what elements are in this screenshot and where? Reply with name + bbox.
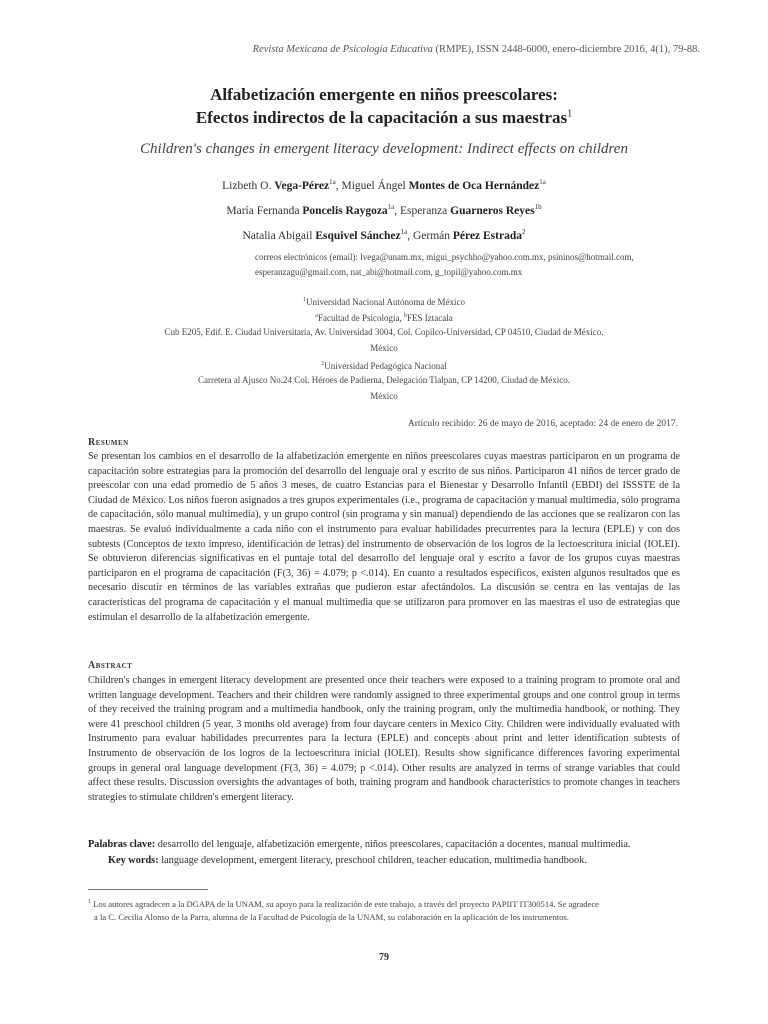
journal-issue: (RMPE), ISSN 2448-6000, enero-diciembre 2016, 4(1), 79-88.	[432, 44, 700, 55]
affiliation-mark: b	[403, 313, 407, 319]
keywords-english-text: language development, emergent literacy, preschool children, teacher education, multimedia handbook.	[158, 855, 587, 866]
author-given-name: Lizbeth O.	[222, 179, 275, 192]
affiliation-mark: a	[315, 313, 318, 319]
author-given-name: María Fernanda	[226, 204, 303, 217]
author-affiliation-mark: 1b	[534, 202, 542, 211]
resumen-text: Se presentan los cambios en el desarrollo de la alfabetización emergente en niños preescolares cuyas maestras participaron en un programa de capacitación sobre estrategias para la promoción del desarrollo del lenguaje oral y escrito de sus niños. Participaron 41 niños de tercer grado de preescolar con una edad promedio de 5 años 3 meses, de cuatro Estancias para el Bienestar y Desarrollo Infantil (EBDI) del ISSSTE de la Ciudad de México. Los niños fueron asignados a tres grupos experimentales (i.e., programa de capacitación y manual multimedia, sólo programa de capacitación, sólo manual multimedia), y un grupo control (sin programa y sin manual) dependiendo de las acciones que se realizaron con las maestras. Se evaluó individualmente a cada niño con el instrumento para evaluar habilidades precurrentes para la lectura (EPLE) y con dos subtests (Conceptos de texto impreso, identificación de letras) del instrumento de observación de los logros de la lectoescritura inicial (IOLEI). Se obtuvieron diferencias significativas en el puntaje total del desarrollo del lenguaje oral y escrito a favor de los grupos cuyas maestras participaron en el programa de capacitación (F(3, 36) = 4.079; p <.014). En cuanto a resultados específicos, existen algunos resultados que es necesario discutir en términos de las variables extrañas que pudieron estar afectándolos. La discusión se centra en las ventajas de las características del programa de capacitación y el manual multimedia que se utilizaron para promover en las maestras el uso de estrategias que estimulan el desarrollo de la alfabetización emergente.	[88, 451, 680, 623]
author-surname: Pérez Estrada	[452, 229, 522, 242]
footnote-divider	[88, 889, 208, 890]
affiliation-text: Universidad Nacional Autónoma de México	[306, 297, 465, 307]
author-given-name: , Esperanza	[394, 204, 451, 217]
author-surname: Vega-Pérez	[274, 179, 330, 192]
affiliation-university	[0, 294, 768, 308]
keywords-english-label: Key words:	[108, 855, 159, 866]
author-line-3	[0, 222, 768, 247]
author-surname: Esquivel Sánchez	[315, 229, 401, 242]
affiliation-mark: 1	[303, 297, 307, 303]
page-number: 79	[379, 952, 389, 963]
affiliation-text: Universidad Pedagógica Nacional	[324, 361, 447, 371]
affiliation-text: FES Iztacala	[406, 313, 453, 323]
affiliation-upn	[0, 358, 768, 372]
author-affiliation-mark: 1a	[539, 178, 546, 186]
resumen-heading: Resumen	[88, 437, 129, 448]
author-list	[0, 172, 768, 246]
author-given-name: , Germán	[407, 229, 453, 242]
english-title: Children's changes in emergent literacy development: Indirect effects on children	[140, 141, 628, 157]
journal-name: Revista Mexicana de Psicología Educativa	[252, 44, 433, 55]
author-affiliation-mark: 1a	[400, 227, 408, 236]
author-affiliation-mark: 1a	[387, 202, 395, 211]
article-title-line-2	[0, 108, 768, 128]
affiliation-address-2: Carretera al Ajusco No.24 Col. Héroes de Padierna, Delegación Tlalpan, CP 14200, Ciudad de México.	[198, 375, 570, 385]
article-title-line-2-text: Efectos indirectos de la capacitación a sus maestras	[195, 108, 568, 127]
abstract-text: Children's changes in emergent literacy development are presented once their teachers were exposed to a training program to promote oral and written language development. Teachers and their children were randomly assigned to three experimental groups and one control group in terms of they received the training program and a multimedia handbook, only the training program, only the multimedia handbook, or nothing. They were 41 preschool children (5 year, 3 months old average) from four daycare centers in Mexico City. Children were individually evaluated with Instrumento para evaluar habilidades precurrentes para la lectura (EPLE) and concepts about print and letter identification subtests of Instrumento de observación de los logros de la lectoescritura inicial (IOLEI). Results show significance differences favoring experimental groups in general oral language development (F(3, 36) = 4.079; p <.014). Other results are analyzed in terms of strange variables that could affect these results. Discussion oversights the advantages of both, training program and handbook characteristics to promote changes in teachers strategies to stimulate children's emergent literacy.	[88, 675, 680, 803]
footnote-text: Los autores agradecen a la DGAPA de la UNAM, su apoyo para la realización de este trabajo, a través del proyecto PAPIIT IT300514. Se agradece	[91, 898, 599, 909]
article-title-line-1: Alfabetización emergente en niños preescolares:	[210, 85, 558, 104]
author-surname: Poncelis Raygoza	[302, 204, 388, 217]
footnote-mark: 1	[88, 899, 91, 905]
email-line-1: correos electrónicos (email): lvega@unam.mx, migui_psychho@yahoo.com.mx, psininos@hotmail.com,	[255, 252, 634, 262]
author-surname: Guarneros Reyes	[450, 204, 535, 217]
author-affiliation-mark: 2	[522, 227, 526, 236]
affiliation-faculties	[0, 310, 768, 324]
footnote-line-2: a la C. Cecilia Alonso de la Parra, alumna de la Facultad de Psicología de la UNAM, su colaboración en la aplicación de los instrumentos.	[94, 911, 569, 922]
author-given-name: , Miguel Ángel	[335, 179, 409, 192]
title-footnote-mark: 1	[567, 108, 573, 120]
affiliation-address-1: Cub E205, Edif. E. Ciudad Universitaria, Av. Universidad 3004, Col. Copilco-Universidad, CP 04510, Ciudad de México.	[164, 327, 604, 337]
keywords-english	[108, 853, 708, 869]
affiliation-text: Facultad de Psicología,	[317, 313, 404, 323]
keywords-spanish-text: desarrollo del lenguaje, alfabetización emergente, niños preescolares, capacitación a docentes, manual multimedia.	[155, 839, 631, 850]
footnote-line-1	[88, 896, 688, 911]
affiliation-country-1: México	[370, 343, 398, 353]
journal-citation	[253, 44, 700, 55]
affiliation-country-2: México	[370, 391, 398, 401]
email-line-2: esperanzagu@gmail.com, nat_abi@hotmail.com, g_topil@yahoo.com.mx	[255, 267, 523, 277]
author-line-2	[0, 197, 768, 222]
footnote	[88, 896, 688, 924]
author-surname: Montes de Oca Hernández	[408, 179, 540, 192]
author-given-name: Natalia Abigail	[242, 229, 316, 242]
affiliation-mark: 2	[321, 361, 325, 367]
abstract-heading: Abstract	[88, 660, 133, 671]
keywords-spanish-label: Palabras clave:	[88, 839, 156, 850]
received-accepted-dates: Artículo recibido: 26 de mayo de 2016, aceptado: 24 de enero de 2017.	[407, 419, 678, 429]
author-affiliation-mark: 1a	[329, 178, 336, 186]
author-line-1	[0, 172, 768, 197]
keywords-spanish	[88, 837, 688, 853]
author-emails	[255, 250, 634, 280]
